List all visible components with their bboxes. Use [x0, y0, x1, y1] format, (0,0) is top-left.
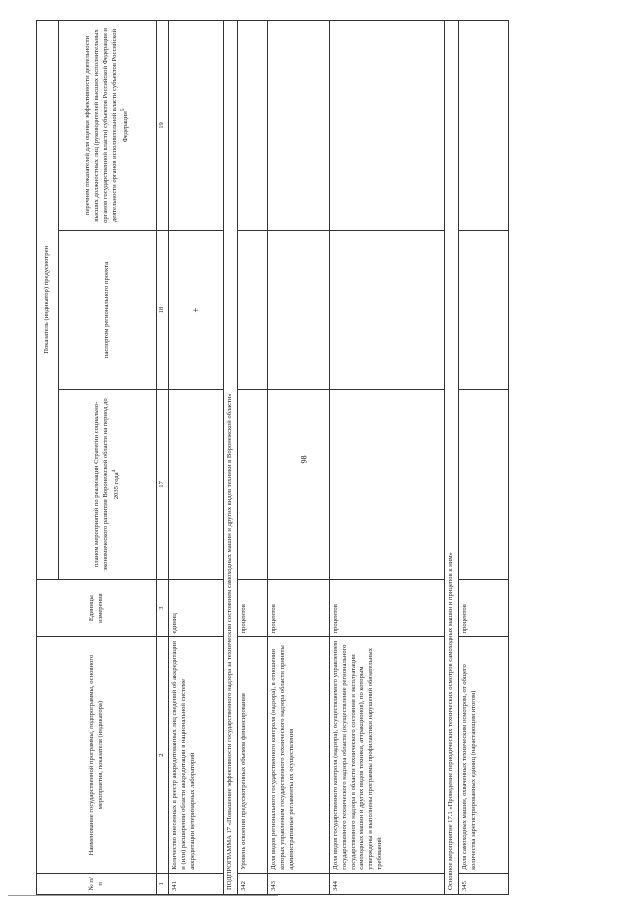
row-unit: процентов — [267, 579, 329, 637]
indicators-table — [36, 20, 509, 895]
header-efficiency-list: перечнем показателей для оценки эффективности деятельности высших должностных лиц (руководителей высших исполнительных органов государственной власти) субъектов Российской Федерации и деятельности органов исполнительной власти субъектов Российской Федерации$^5$ — [59, 21, 157, 231]
table-row — [267, 21, 329, 895]
col-number: 17 — [157, 390, 169, 580]
row-regional-project — [237, 230, 267, 389]
row-strategy — [329, 390, 444, 580]
table-row — [237, 21, 267, 895]
row-no: 341 — [168, 873, 223, 894]
table-row — [168, 21, 223, 895]
row-strategy — [267, 390, 329, 580]
header-regional-project: паспортом регионального проекта — [59, 230, 157, 389]
row-name: Доля самоходных машин, охваченных техническим осмотром, от общего количества зарегистрированных единиц (нарастающим итогом) — [458, 637, 508, 873]
row-regional-project — [458, 230, 508, 389]
bottom-rule — [8, 895, 278, 896]
table-row — [458, 21, 508, 895]
row-strategy — [168, 390, 223, 580]
header-name: Наименование государственной программы, подпрограммы, основного мероприятия, показателя (индикатора) — [37, 637, 157, 873]
row-efficiency — [329, 21, 444, 231]
row-strategy — [458, 390, 508, 580]
row-unit: процентов — [458, 579, 508, 637]
row-unit: единиц — [168, 579, 223, 637]
col-number: 3 — [157, 579, 169, 637]
rotated-table-container — [36, 20, 556, 895]
row-unit: процентов — [237, 579, 267, 637]
row-no: 345 — [458, 873, 508, 894]
section-row — [444, 21, 458, 895]
col-number: 18 — [157, 230, 169, 389]
row-regional-project — [329, 230, 444, 389]
subprogram-title: ПОДПРОГРАММА 17 «Повышение эффективности государственного надзора за техническим состоянием самоходных машин и других видов техники в Воронежской области» — [223, 21, 237, 895]
row-name: Доля видов государственного контроля (надзора), осуществляемого управлением государственного технического надзора области (осуществление регионального государственного надзора в области технического состояния и эксплуатации самоходных машин и других видов техники, аттракционов), по которым утверждены и выполнены программы профилактики нарушений обязательных требований — [329, 637, 444, 873]
row-name: Доля видов регионального государственного контроля (надзора), в отношении которых управлением государственного технического надзора области приняты административные регламенты их осуществления — [267, 637, 329, 873]
row-unit: процентов — [329, 579, 444, 637]
row-name: Количество внесенных в реестр аккредитованных лиц сведений об аккредитации и (или) расширении области аккредитации в национальной системе аккредитации ветеринарных лабораторий — [168, 637, 223, 873]
main-activity-title: Основное мероприятие 17.1 «Проведение периодических технических осмотров самоходных машин и прицепов к ним» — [444, 21, 458, 895]
row-no: 343 — [267, 873, 329, 894]
row-efficiency — [168, 21, 223, 231]
header-group: Показатель (индикатор) предусмотрен — [37, 21, 59, 580]
row-efficiency — [267, 21, 329, 231]
col-number: 19 — [157, 21, 169, 231]
page-number: 98 — [299, 455, 309, 464]
row-regional-project — [267, 230, 329, 389]
table-row — [329, 21, 444, 895]
row-no: 344 — [329, 873, 444, 894]
col-number: 1 — [157, 873, 169, 894]
col-number: 2 — [157, 637, 169, 873]
section-row — [223, 21, 237, 895]
header-no: № п/п — [37, 873, 157, 894]
row-efficiency — [458, 21, 508, 231]
header-strategy-plan: планом мероприятий по реализации Стратегии социально-экономического развития Воронежской области на период до 2035 года$^4$ — [59, 390, 157, 580]
header-unit: Единицы измерения — [37, 579, 157, 637]
row-no: 342 — [237, 873, 267, 894]
row-strategy — [237, 390, 267, 580]
row-regional-project-mark: + — [168, 230, 223, 389]
row-name: Уровень освоения предусмотренных объемов финансирования — [237, 637, 267, 873]
row-efficiency — [237, 21, 267, 231]
